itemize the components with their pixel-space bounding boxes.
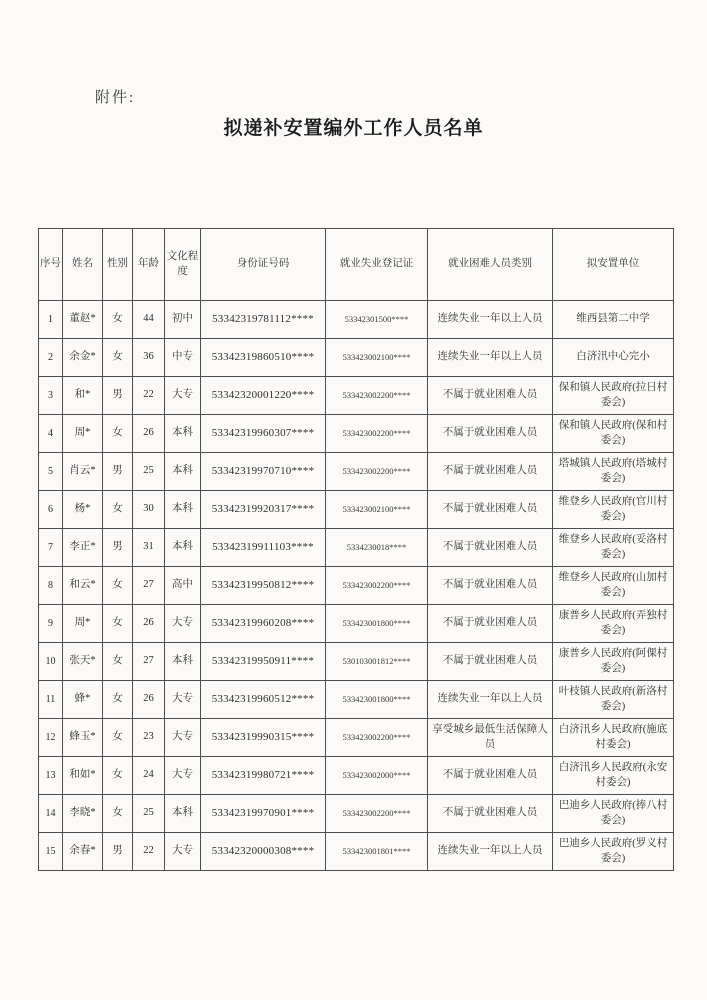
age-cell: 27 xyxy=(133,567,165,605)
registration-cert-cell: 533423002000**** xyxy=(326,757,428,795)
gender-cell: 男 xyxy=(103,833,133,871)
placement-unit-cell: 巴迪乡人民政府(罗义村委会) xyxy=(553,833,674,871)
table-row xyxy=(39,415,674,453)
table-row xyxy=(39,643,674,681)
header-name: 姓名 xyxy=(63,229,103,301)
education-cell: 大专 xyxy=(165,719,201,757)
name-cell: 董赵* xyxy=(63,301,103,339)
id-number-cell: 53342319950911**** xyxy=(201,643,326,681)
gender-cell: 男 xyxy=(103,529,133,567)
difficulty-category-cell: 连续失业一年以上人员 xyxy=(428,301,553,339)
placement-unit-cell: 康普乡人民政府(弄独村委会) xyxy=(553,605,674,643)
table-row xyxy=(39,453,674,491)
table-row xyxy=(39,567,674,605)
registration-cert-cell: 530103001812**** xyxy=(326,643,428,681)
serial-cell: 8 xyxy=(39,567,63,605)
age-cell: 36 xyxy=(133,339,165,377)
serial-cell: 6 xyxy=(39,491,63,529)
placement-unit-cell: 维登乡人民政府(官川村委会) xyxy=(553,491,674,529)
age-cell: 31 xyxy=(133,529,165,567)
difficulty-category-cell: 不属于就业困难人员 xyxy=(428,605,553,643)
age-cell: 25 xyxy=(133,453,165,491)
gender-cell: 女 xyxy=(103,605,133,643)
header-difficulty-category: 就业困难人员类别 xyxy=(428,229,553,301)
table-row xyxy=(39,301,674,339)
gender-cell: 女 xyxy=(103,719,133,757)
registration-cert-cell: 533423002200**** xyxy=(326,377,428,415)
id-number-cell: 53342319960512**** xyxy=(201,681,326,719)
difficulty-category-cell: 不属于就业困难人员 xyxy=(428,453,553,491)
serial-cell: 10 xyxy=(39,643,63,681)
serial-cell: 3 xyxy=(39,377,63,415)
registration-cert-cell: 53342301500**** xyxy=(326,301,428,339)
personnel-roster-table xyxy=(38,228,674,871)
placement-unit-cell: 维西县第二中学 xyxy=(553,301,674,339)
age-cell: 27 xyxy=(133,643,165,681)
header-age: 年龄 xyxy=(133,229,165,301)
serial-cell: 12 xyxy=(39,719,63,757)
difficulty-category-cell: 不属于就业困难人员 xyxy=(428,795,553,833)
age-cell: 26 xyxy=(133,415,165,453)
name-cell: 周* xyxy=(63,605,103,643)
id-number-cell: 53342319960208**** xyxy=(201,605,326,643)
table-row xyxy=(39,833,674,871)
education-cell: 本科 xyxy=(165,415,201,453)
serial-cell: 2 xyxy=(39,339,63,377)
serial-cell: 4 xyxy=(39,415,63,453)
table-body xyxy=(39,301,674,871)
registration-cert-cell: 533423002200**** xyxy=(326,719,428,757)
education-cell: 本科 xyxy=(165,795,201,833)
id-number-cell: 53342320001220**** xyxy=(201,377,326,415)
age-cell: 22 xyxy=(133,833,165,871)
difficulty-category-cell: 享受城乡最低生活保障人员 xyxy=(428,719,553,757)
id-number-cell: 53342319970901**** xyxy=(201,795,326,833)
header-registration-cert: 就业失业登记证 xyxy=(326,229,428,301)
registration-cert-cell: 533423001800**** xyxy=(326,605,428,643)
education-cell: 大专 xyxy=(165,833,201,871)
education-cell: 中专 xyxy=(165,339,201,377)
name-cell: 李正* xyxy=(63,529,103,567)
registration-cert-cell: 533423002200**** xyxy=(326,453,428,491)
id-number-cell: 53342319960307**** xyxy=(201,415,326,453)
header-gender: 性别 xyxy=(103,229,133,301)
education-cell: 本科 xyxy=(165,529,201,567)
placement-unit-cell: 康普乡人民政府(阿倮村委会) xyxy=(553,643,674,681)
name-cell: 张天* xyxy=(63,643,103,681)
education-cell: 本科 xyxy=(165,491,201,529)
serial-cell: 5 xyxy=(39,453,63,491)
gender-cell: 男 xyxy=(103,377,133,415)
table-row xyxy=(39,605,674,643)
name-cell: 李晓* xyxy=(63,795,103,833)
placement-unit-cell: 白济汛乡人民政府(永安村委会) xyxy=(553,757,674,795)
education-cell: 大专 xyxy=(165,681,201,719)
difficulty-category-cell: 不属于就业困难人员 xyxy=(428,377,553,415)
registration-cert-cell: 533423002200**** xyxy=(326,795,428,833)
gender-cell: 女 xyxy=(103,795,133,833)
difficulty-category-cell: 不属于就业困难人员 xyxy=(428,757,553,795)
header-serial: 序号 xyxy=(39,229,63,301)
placement-unit-cell: 塔城镇人民政府(塔城村委会) xyxy=(553,453,674,491)
id-number-cell: 53342319990315**** xyxy=(201,719,326,757)
table-row xyxy=(39,377,674,415)
table-row xyxy=(39,757,674,795)
gender-cell: 女 xyxy=(103,491,133,529)
page-title: 拟递补安置编外工作人员名单 xyxy=(223,118,484,139)
gender-cell: 女 xyxy=(103,301,133,339)
education-cell: 高中 xyxy=(165,567,201,605)
id-number-cell: 53342319781112**** xyxy=(201,301,326,339)
header-id-number: 身份证号码 xyxy=(201,229,326,301)
name-cell: 余春* xyxy=(63,833,103,871)
serial-cell: 14 xyxy=(39,795,63,833)
id-number-cell: 53342320000308**** xyxy=(201,833,326,871)
gender-cell: 女 xyxy=(103,339,133,377)
education-cell: 大专 xyxy=(165,605,201,643)
age-cell: 25 xyxy=(133,795,165,833)
registration-cert-cell: 533423001800**** xyxy=(326,681,428,719)
name-cell: 周* xyxy=(63,415,103,453)
table-row xyxy=(39,681,674,719)
id-number-cell: 53342319920317**** xyxy=(201,491,326,529)
age-cell: 23 xyxy=(133,719,165,757)
table-row xyxy=(39,529,674,567)
serial-cell: 11 xyxy=(39,681,63,719)
serial-cell: 7 xyxy=(39,529,63,567)
age-cell: 24 xyxy=(133,757,165,795)
education-cell: 大专 xyxy=(165,757,201,795)
gender-cell: 女 xyxy=(103,643,133,681)
table-row xyxy=(39,491,674,529)
difficulty-category-cell: 不属于就业困难人员 xyxy=(428,643,553,681)
difficulty-category-cell: 不属于就业困难人员 xyxy=(428,415,553,453)
registration-cert-cell: 533423001801**** xyxy=(326,833,428,871)
id-number-cell: 53342319950812**** xyxy=(201,567,326,605)
difficulty-category-cell: 连续失业一年以上人员 xyxy=(428,339,553,377)
table-row xyxy=(39,719,674,757)
gender-cell: 女 xyxy=(103,567,133,605)
gender-cell: 男 xyxy=(103,453,133,491)
serial-cell: 9 xyxy=(39,605,63,643)
name-cell: 蜂* xyxy=(63,681,103,719)
placement-unit-cell: 维登乡人民政府(妥洛村委会) xyxy=(553,529,674,567)
id-number-cell: 53342319860510**** xyxy=(201,339,326,377)
name-cell: 和云* xyxy=(63,567,103,605)
registration-cert-cell: 533423002200**** xyxy=(326,415,428,453)
name-cell: 余金* xyxy=(63,339,103,377)
age-cell: 44 xyxy=(133,301,165,339)
difficulty-category-cell: 不属于就业困难人员 xyxy=(428,491,553,529)
name-cell: 杨* xyxy=(63,491,103,529)
placement-unit-cell: 保和镇人民政府(拉日村委会) xyxy=(553,377,674,415)
gender-cell: 女 xyxy=(103,681,133,719)
education-cell: 初中 xyxy=(165,301,201,339)
gender-cell: 女 xyxy=(103,415,133,453)
difficulty-category-cell: 不属于就业困难人员 xyxy=(428,567,553,605)
registration-cert-cell: 533423002200**** xyxy=(326,567,428,605)
name-cell: 和* xyxy=(63,377,103,415)
name-cell: 和如* xyxy=(63,757,103,795)
age-cell: 22 xyxy=(133,377,165,415)
name-cell: 蜂玉* xyxy=(63,719,103,757)
serial-cell: 13 xyxy=(39,757,63,795)
placement-unit-cell: 保和镇人民政府(保和村委会) xyxy=(553,415,674,453)
serial-cell: 1 xyxy=(39,301,63,339)
age-cell: 26 xyxy=(133,605,165,643)
table-row xyxy=(39,339,674,377)
placement-unit-cell: 维登乡人民政府(山加村委会) xyxy=(553,567,674,605)
age-cell: 30 xyxy=(133,491,165,529)
id-number-cell: 53342319970710**** xyxy=(201,453,326,491)
education-cell: 本科 xyxy=(165,643,201,681)
id-number-cell: 53342319980721**** xyxy=(201,757,326,795)
table-header-row xyxy=(39,229,674,301)
header-placement-unit: 拟安置单位 xyxy=(553,229,674,301)
table-row xyxy=(39,795,674,833)
education-cell: 大专 xyxy=(165,377,201,415)
registration-cert-cell: 533423002100**** xyxy=(326,491,428,529)
placement-unit-cell: 巴迪乡人民政府(捧八村委会) xyxy=(553,795,674,833)
difficulty-category-cell: 连续失业一年以上人员 xyxy=(428,681,553,719)
attachment-label: 附件: xyxy=(95,90,136,106)
age-cell: 26 xyxy=(133,681,165,719)
header-education: 文化程度 xyxy=(165,229,201,301)
placement-unit-cell: 白济汛中心完小 xyxy=(553,339,674,377)
registration-cert-cell: 533423002100**** xyxy=(326,339,428,377)
name-cell: 肖云* xyxy=(63,453,103,491)
gender-cell: 女 xyxy=(103,757,133,795)
placement-unit-cell: 白济汛乡人民政府(施底村委会) xyxy=(553,719,674,757)
serial-cell: 15 xyxy=(39,833,63,871)
placement-unit-cell: 叶枝镇人民政府(新洛村委会) xyxy=(553,681,674,719)
table-header xyxy=(39,229,674,301)
education-cell: 本科 xyxy=(165,453,201,491)
difficulty-category-cell: 不属于就业困难人员 xyxy=(428,529,553,567)
registration-cert-cell: 5334230018**** xyxy=(326,529,428,567)
difficulty-category-cell: 连续失业一年以上人员 xyxy=(428,833,553,871)
id-number-cell: 53342319911103**** xyxy=(201,529,326,567)
